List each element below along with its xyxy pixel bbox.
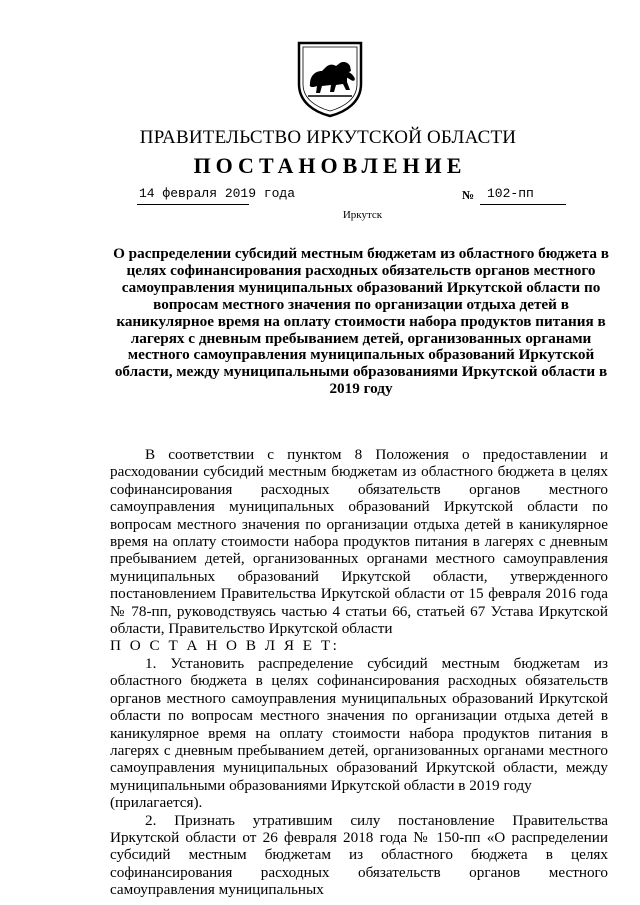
item-1-tail: (прилагается). <box>110 794 203 812</box>
document-type: ПОСТАНОВЛЕНИЕ <box>193 153 467 178</box>
government-name: ПРАВИТЕЛЬСТВО ИРКУТСКОЙ ОБЛАСТИ <box>139 127 517 148</box>
document-title: О распределении субсидий местным бюджетам из областного бюджета в целях софинансирования расходных обязательств органов местного самоуправления муниципальных образований Иркутской области по вопросам местного значения по организации отдыха детей в каникулярное время на оплату стоимости набора продуктов питания в лагерях с дневным пребыванием детей, организованных органами местного самоуправления муниципальных образований Иркутской области, между муниципальными образованиями Иркутской области в 2019 году <box>113 245 609 398</box>
number-sign: № <box>462 188 475 202</box>
document-number: 102-пп <box>487 186 534 201</box>
date-underline <box>137 204 249 205</box>
document-body <box>110 446 608 899</box>
city-name: Иркутск <box>342 209 383 221</box>
number-underline <box>480 204 566 205</box>
resolves-heading: П О С Т А Н О В Л Я Е Т: <box>110 637 340 655</box>
item-2-paragraph: 2. Признать утратившим силу постановление Правительства Иркутской области от 26 февраля 2018 года № 150-пп «О распределении субсидий местным бюджетам из областного бюджета в целях софинансирования расходных обязательств органов местного самоуправления муниципальных <box>110 811 608 899</box>
document-date: 14 февраля 2019 года <box>139 186 296 201</box>
coat-of-arms-icon <box>296 40 364 118</box>
preamble-paragraph: В соответствии с пунктом 8 Положения о предоставлении и расходовании субсидий местным бюджетам из областного бюджета в целях софинансирования расходных обязательств органов местного самоуправления муниципальных образований Иркутской области по вопросам местного значения по организации отдыха детей в каникулярное время на оплату стоимости набора продуктов питания в лагерях с дневным пребыванием детей, организованных органами местного самоуправления муниципальных образований Иркутской области, утвержденного постановлением Правительства Иркутской области от 15 февраля 2016 года № 78-пп, руководствуясь частью 4 статьи 66, статьей 67 Устава Иркутской области, Правительство Иркутской области <box>110 446 608 638</box>
item-1-paragraph: 1. Установить распределение субсидий местным бюджетам из областного бюджета в целях софинансирования расходных обязательств органов местного самоуправления муниципальных образований Иркутской области по вопросам местного значения по организации отдыха детей в каникулярное время на оплату стоимости набора продуктов питания в лагерях с дневным пребыванием детей, организованных органами местного самоуправления муниципальных образований Иркутской области, между муниципальными образованиями Иркутской области в 2019 году <box>110 654 608 794</box>
